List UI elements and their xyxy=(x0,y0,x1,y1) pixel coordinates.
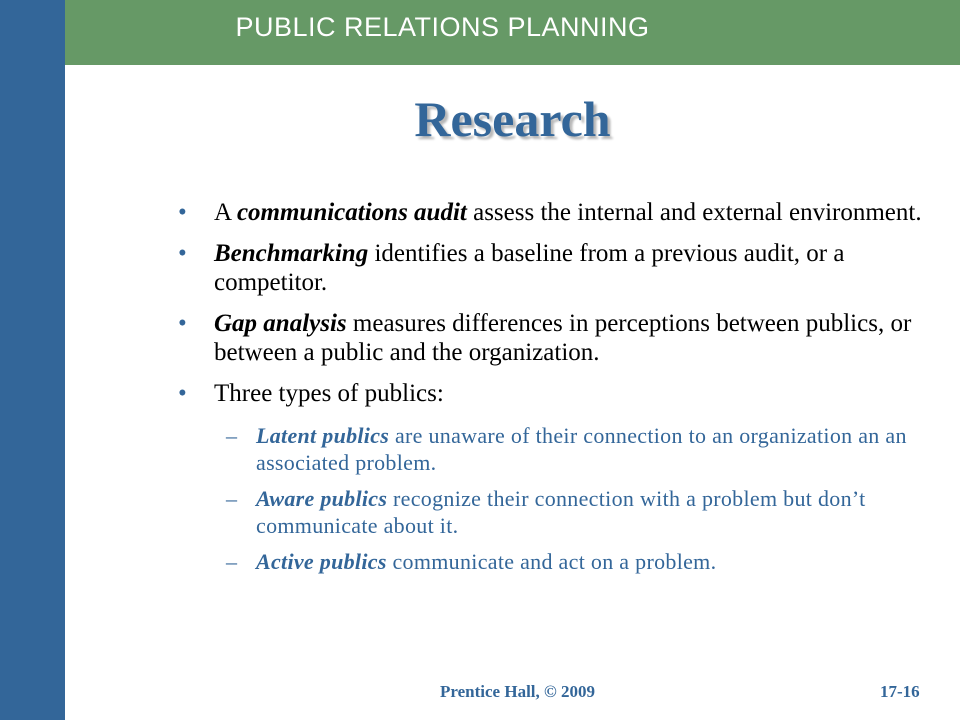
bullet-types-of-publics xyxy=(172,379,942,408)
sub-bullet-active-publics xyxy=(172,548,942,575)
bullet-term: Gap analysis xyxy=(214,310,347,337)
bullet-term: communications audit xyxy=(236,199,467,226)
bullet-text-pre: Three types of publics: xyxy=(214,380,444,407)
sub-bullet-text: recognize their connection with a problem but don’t communicate about it. xyxy=(256,486,866,538)
bullet-benchmarking xyxy=(172,239,942,297)
bullet-marker: • xyxy=(178,199,187,226)
slide-content xyxy=(172,198,942,584)
header-title: PUBLIC RELATIONS PLANNING xyxy=(235,12,650,42)
bullet-marker: • xyxy=(178,380,187,407)
bullet-text-post: measures differences in perceptions between publics, or between a public and the organization. xyxy=(214,310,912,366)
slide-title: Research xyxy=(414,91,611,147)
sub-bullet-text: are unaware of their connection to an organization an an associated problem. xyxy=(256,423,907,475)
bullet-text-post: identifies a baseline from a previous audit, or a competitor. xyxy=(214,240,845,296)
sub-bullet-term: Active publics xyxy=(256,549,387,574)
bullet-gap-analysis xyxy=(172,309,942,367)
sub-bullet-aware-publics xyxy=(172,485,942,539)
sub-bullet-marker: – xyxy=(226,423,238,448)
left-sidebar-bar xyxy=(0,0,65,720)
sub-bullet-term: Latent publics xyxy=(256,423,390,448)
sub-bullet-latent-publics xyxy=(172,422,942,476)
footer-page-number: 17-16 xyxy=(880,682,920,701)
bullet-term: Benchmarking xyxy=(214,240,369,267)
sub-bullet-marker: – xyxy=(226,549,238,574)
bullet-communications-audit xyxy=(172,198,942,227)
bullet-text-pre: A xyxy=(214,199,237,226)
bullet-marker: • xyxy=(178,310,187,337)
sub-bullet-marker: – xyxy=(226,486,238,511)
bullet-text-post: assess the internal and external environment. xyxy=(466,199,922,226)
bullet-marker: • xyxy=(178,240,187,267)
sub-bullet-text: communicate and act on a problem. xyxy=(386,549,717,574)
footer-copyright: Prentice Hall, © 2009 xyxy=(440,682,595,701)
sub-bullet-term: Aware publics xyxy=(256,486,388,511)
